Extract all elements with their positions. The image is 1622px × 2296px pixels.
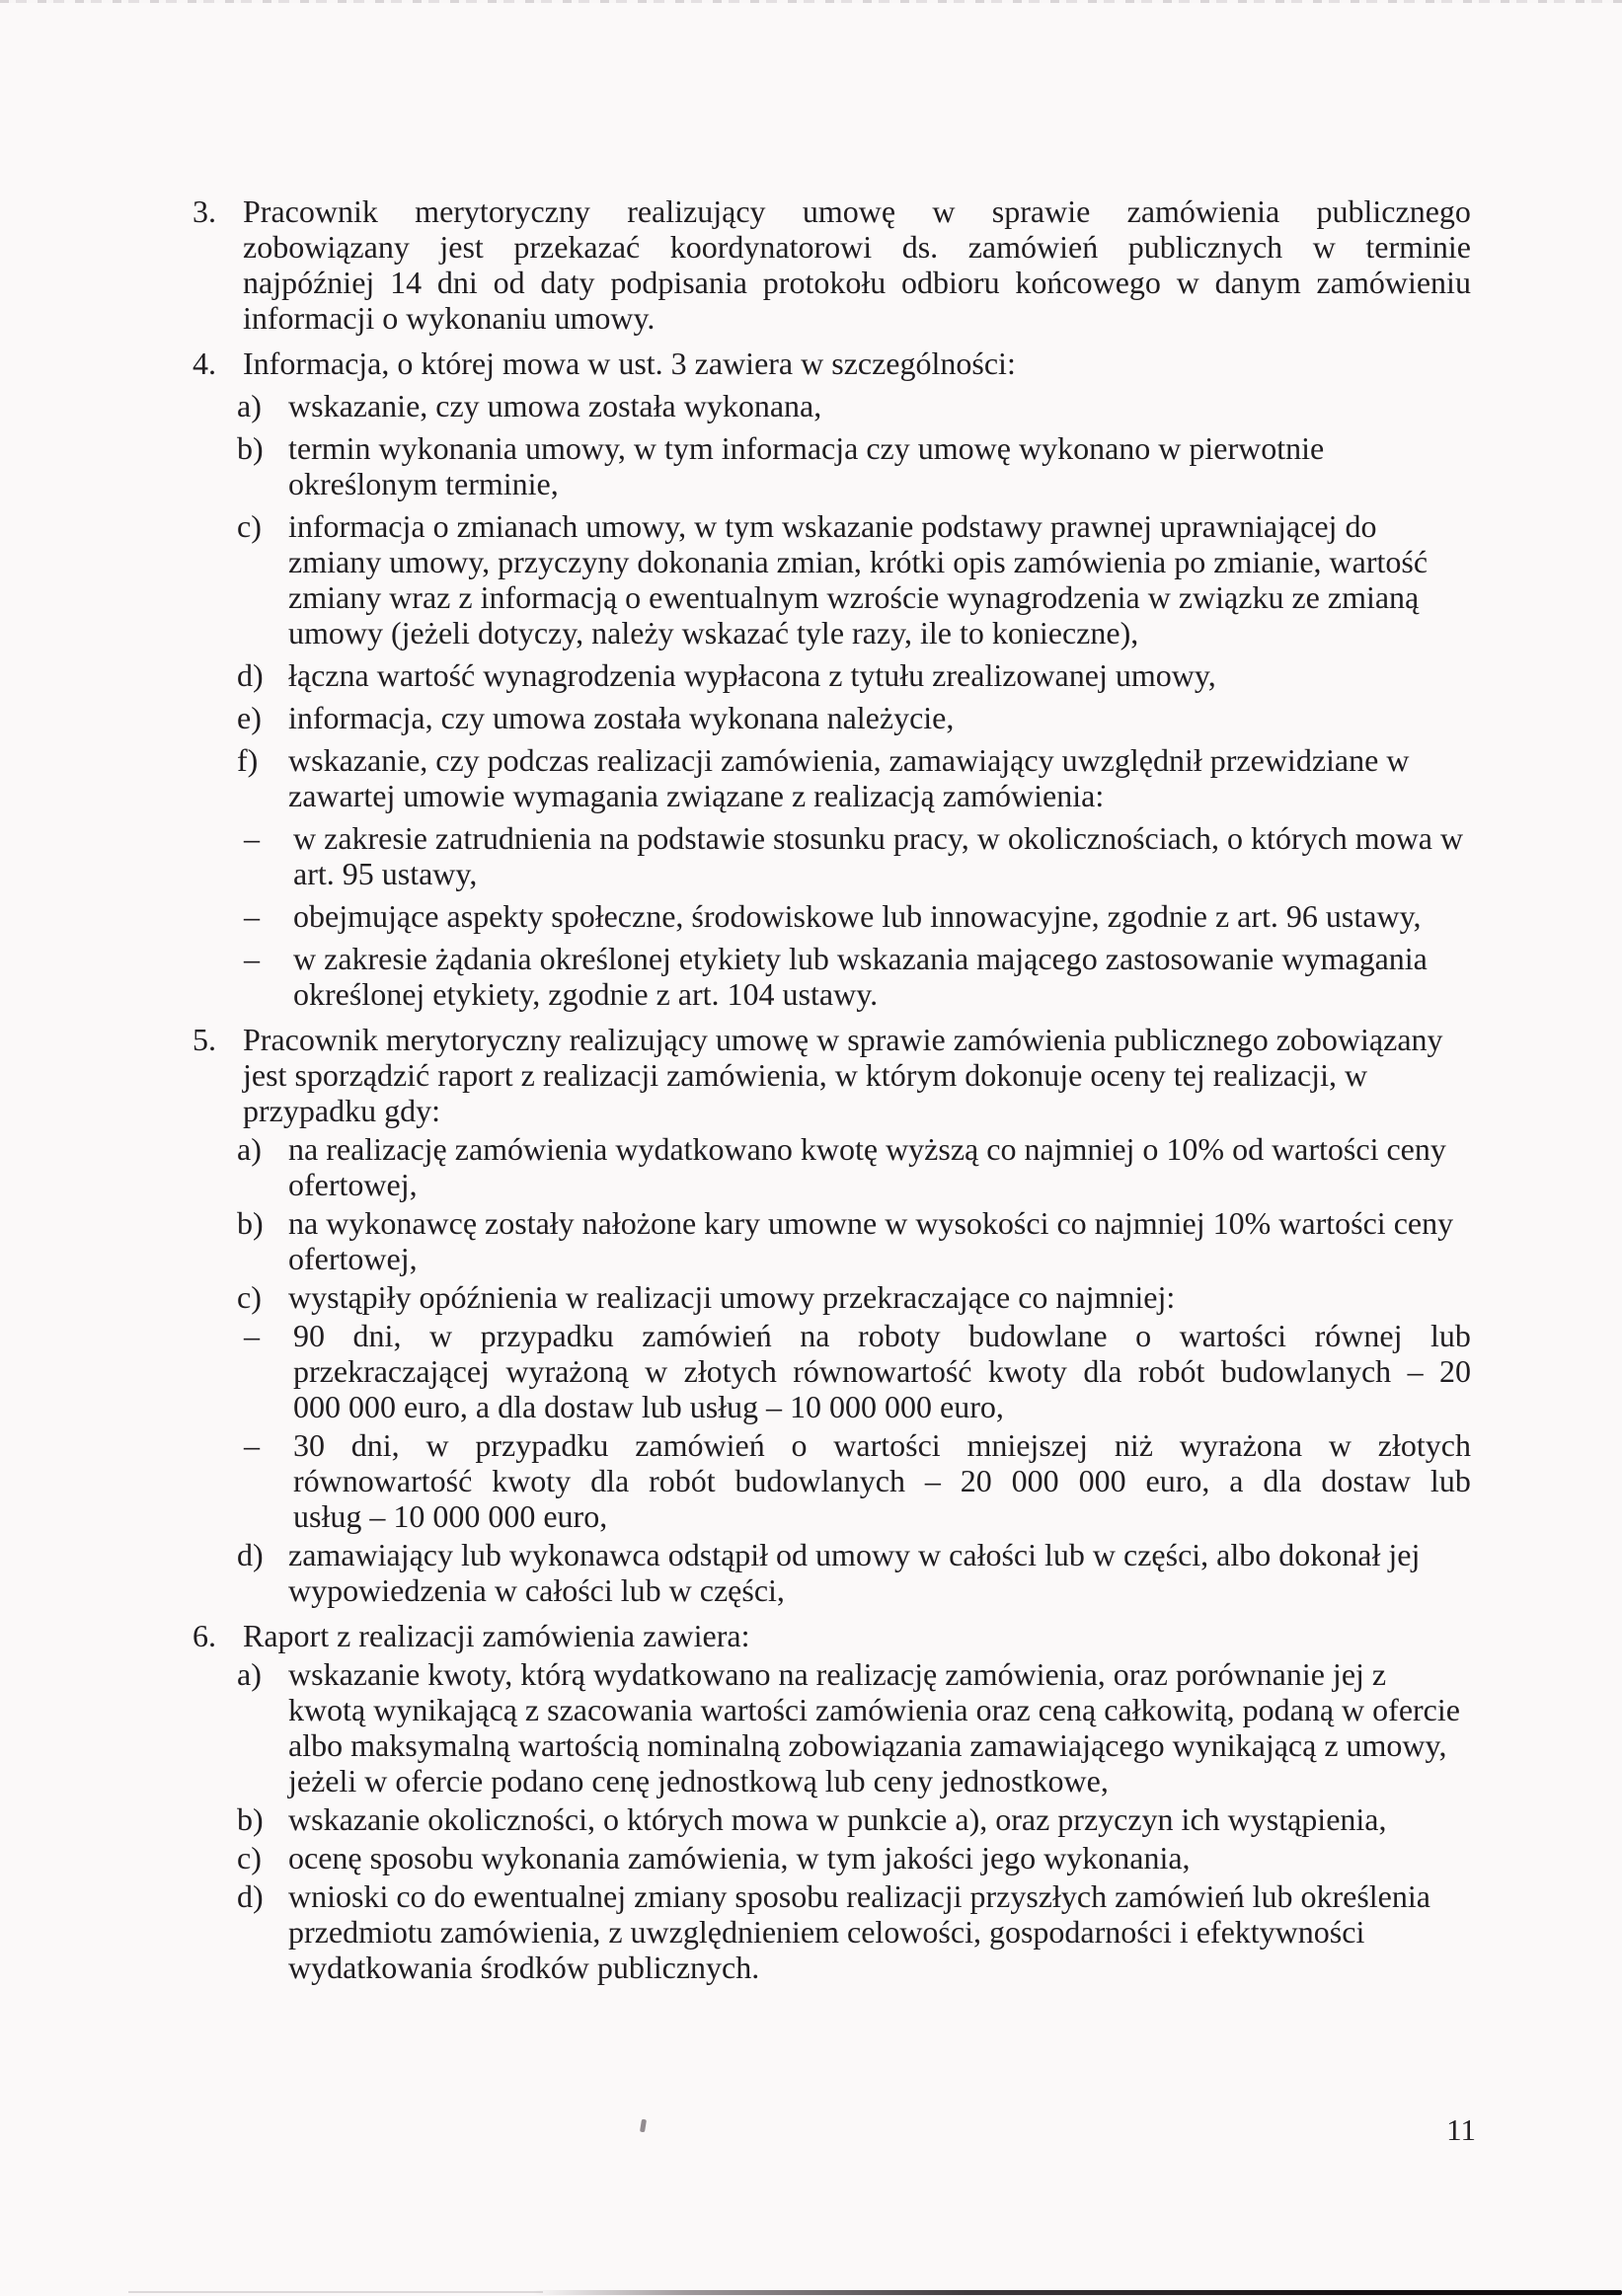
item-3-line-2: zobowiązany jest przekazać koordynatorowi ds. zamówień publicznych w terminie [243,229,1471,265]
item-5-marker: 5. [193,1022,216,1057]
document-body [193,193,1471,1985]
item-4e [193,700,1471,735]
item-4f-dash-1-text: w zakresie zatrudnienia na podstawie stosunku pracy, w okolicznościach, o których mowa w art. 95 ustawy, [293,820,1464,891]
item-6c [193,1840,1471,1875]
item-6d-text: wnioski co do ewentualnej zmiany sposobu realizacji przyszłych zamówień lub określenia przedmiotu zamówienia, z uwzględnieniem celowości, gospodarności i efektywności wydatkowania środków publicznych. [288,1878,1430,1985]
item-3-marker: 3. [193,193,216,229]
item-5c-dash-90-line-3: 000 000 euro, a dla dostaw lub usług – 10 000 000 euro, [293,1389,1004,1424]
item-4f-dash-2-marker: – [244,898,260,934]
item-4 [193,345,1471,381]
item-5c-marker: c) [237,1279,262,1315]
item-6a-marker: a) [237,1656,262,1692]
item-4d [193,657,1471,693]
item-4e-text: informacja, czy umowa została wykonana należycie, [288,700,955,735]
item-5 [193,1022,1471,1128]
item-5c-dash-90-text [293,1318,1471,1424]
item-5c-dash-30-line-1: 30 dni, w przypadku zamówień o wartości mniejszej niż wyrażona w złotych [293,1427,1471,1463]
item-4e-marker: e) [237,700,262,735]
item-3-line-3: najpóźniej 14 dni od daty podpisania protokołu odbioru końcowego w danym zamówieniu [243,265,1471,300]
scan-artifact-bottom-faint [128,2291,543,2293]
item-6b-text: wskazanie okoliczności, o których mowa w punkcie a), oraz przyczyn ich wystąpienia, [288,1801,1387,1837]
item-5c [193,1279,1471,1315]
item-5c-dash-30-text [293,1427,1471,1534]
item-4b-marker: b) [237,430,264,466]
item-6d-marker: d) [237,1878,264,1914]
item-6d [193,1878,1471,1985]
item-4b [193,430,1471,501]
item-4f-dash-2 [193,898,1471,934]
item-4c-text: informacja o zmianach umowy, w tym wskazanie podstawy prawnej uprawniającej do zmiany umowy, przyczyny dokonania zmian, krótki opis zamówienia po zmianie, wartość zmiany wraz z informacją o ewentualnym wzroście wynagrodzenia w związku ze zmianą umowy (jeżeli dotyczy, należy wskazać tyle razy, ile to konieczne), [288,508,1429,651]
item-5c-dash-30-days [193,1427,1471,1534]
item-4f-dash-2-text: obejmujące aspekty społeczne, środowiskowe lub innowacyjne, zgodnie z art. 96 ustawy, [293,898,1422,934]
scan-artifact-top-edge [0,0,1622,3]
item-5-text: Pracownik merytoryczny realizujący umowę w sprawie zamówienia publicznego zobowiązany jest sporządzić raport z realizacji zamówienia, w którym dokonuje oceny tej realizacji, w przypadku gdy: [243,1022,1443,1128]
item-6 [193,1618,1471,1653]
item-4f [193,742,1471,813]
item-6a [193,1656,1471,1799]
item-4f-marker: f) [237,742,259,778]
item-4-text: Informacja, o której mowa w ust. 3 zawiera w szczególności: [243,345,1016,381]
item-4a [193,388,1471,423]
item-4a-marker: a) [237,388,262,423]
item-5d [193,1537,1471,1608]
item-6-text: Raport z realizacji zamówienia zawiera: [243,1618,750,1653]
item-4c [193,508,1471,651]
item-6c-text: ocenę sposobu wykonania zamówienia, w tym jakości jego wykonania, [288,1840,1191,1875]
item-4f-dash-1-marker: – [244,820,260,856]
item-5c-dash-30-line-2: równowartość kwoty dla robót budowlanych – 20 000 000 euro, a dla dostaw lub [293,1463,1471,1498]
item-5d-text: zamawiający lub wykonawca odstąpił od umowy w całości lub w części, albo dokonał jej wypowiedzenia w całości lub w części, [288,1537,1421,1608]
item-5d-marker: d) [237,1537,264,1572]
item-4-marker: 4. [193,345,216,381]
item-3-line-1: Pracownik merytoryczny realizujący umowę w sprawie zamówienia publicznego [243,193,1471,229]
item-6a-text: wskazanie kwoty, którą wydatkowano na realizację zamówienia, oraz porównanie jej z kwotą wynikającą z szacowania wartości zamówienia oraz ceną całkowitą, podaną w ofercie albo maksymalną wartością nominalną zobowiązania zamawiającego wynikającą z umowy, jeżeli w ofercie podano cenę jednostkową lub ceny jednostkowe, [288,1656,1460,1799]
item-5b [193,1205,1471,1276]
item-5c-dash-30-line-3: usług – 10 000 000 euro, [293,1498,608,1534]
item-3-line-4: informacji o wykonaniu umowy. [243,300,656,336]
item-4f-text: wskazanie, czy podczas realizacji zamówienia, zamawiający uwzględnił przewidziane w zawartej umowie wymagania związane z realizacją zamówienia: [288,742,1410,813]
item-4b-text: termin wykonania umowy, w tym informacja czy umowę wykonano w pierwotnie określonym terminie, [288,430,1325,501]
item-4f-dash-3 [193,941,1471,1012]
item-4f-dash-1 [193,820,1471,891]
item-4a-text: wskazanie, czy umowa została wykonana, [288,388,822,423]
item-3 [193,193,1471,336]
scan-speck [640,2119,647,2133]
item-5a [193,1131,1471,1202]
item-6-marker: 6. [193,1618,216,1653]
item-4d-text: łączna wartość wynagrodzenia wypłacona z tytułu zrealizowanej umowy, [288,657,1216,693]
item-6c-marker: c) [237,1840,262,1875]
scan-artifact-bottom-edge [533,2290,1622,2295]
item-5a-marker: a) [237,1131,262,1167]
item-5c-dash-30-marker: – [244,1427,260,1463]
item-3-text [243,193,1471,336]
item-5b-text: na wykonawcę zostały nałożone kary umowne w wysokości co najmniej 10% wartości ceny ofertowej, [288,1205,1454,1276]
item-5b-marker: b) [237,1205,264,1241]
item-5c-dash-90-line-1: 90 dni, w przypadku zamówień na roboty budowlane o wartości równej lub [293,1318,1471,1353]
item-5c-dash-90-marker: – [244,1318,260,1353]
item-4f-dash-3-text: w zakresie żądania określonej etykiety lub wskazania mającego zastosowanie wymagania określonej etykiety, zgodnie z art. 104 ustawy. [293,941,1428,1012]
item-5c-dash-90-days [193,1318,1471,1424]
item-5a-text: na realizację zamówienia wydatkowano kwotę wyższą co najmniej o 10% od wartości ceny ofertowej, [288,1131,1446,1202]
item-4f-dash-3-marker: – [244,941,260,976]
item-5c-dash-90-line-2: przekraczającej wyrażoną w złotych równowartość kwoty dla robót budowlanych – 20 [293,1353,1471,1389]
item-6b [193,1801,1471,1837]
page-number: 11 [1446,2112,1476,2147]
item-5c-text: wystąpiły opóźnienia w realizacji umowy przekraczające co najmniej: [288,1279,1176,1315]
item-6b-marker: b) [237,1801,264,1837]
item-4d-marker: d) [237,657,264,693]
item-4c-marker: c) [237,508,262,544]
